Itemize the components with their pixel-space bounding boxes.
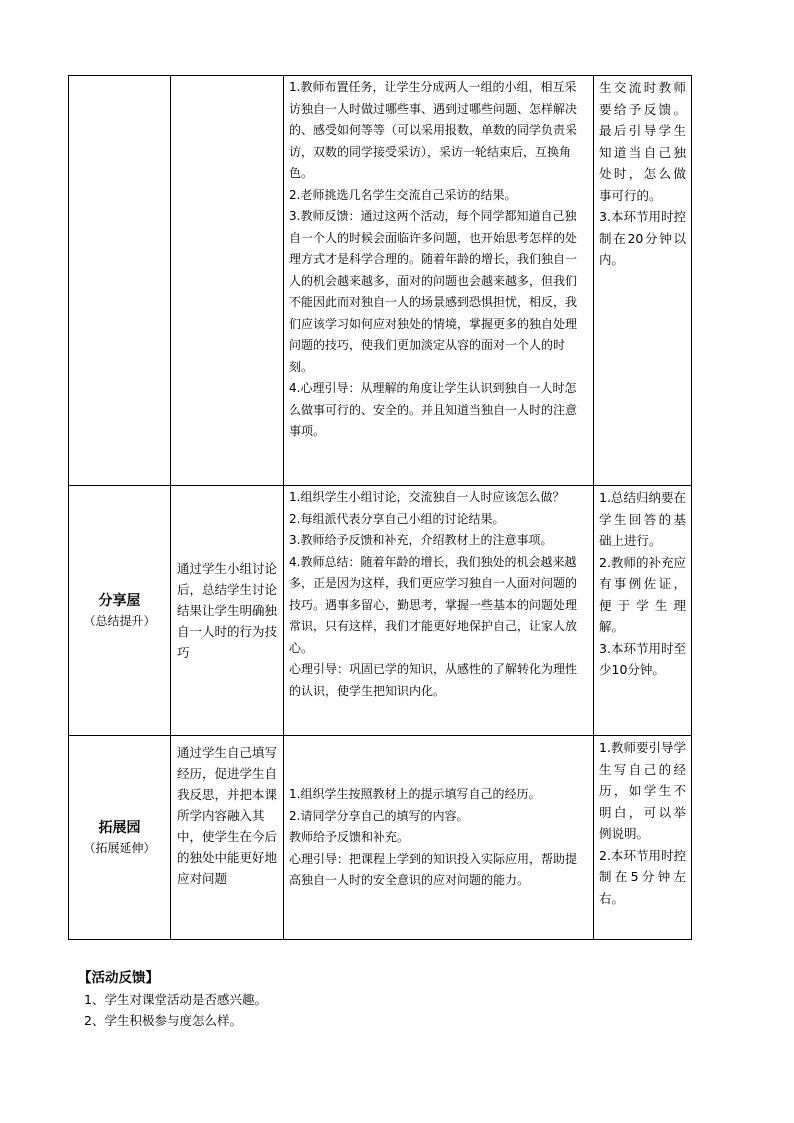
table-row: [69, 736, 692, 940]
process-step: 2.老师挑选几名学生交流自己采访的结果。: [289, 187, 517, 202]
note-item: 2.本环节用时控制在5分钟左右。: [599, 847, 686, 906]
notes-cell: [594, 736, 692, 940]
process-step: 2.请同学分享自己的填写的内容。: [289, 808, 469, 823]
process-step: 教师给予反馈和补充。: [289, 830, 410, 845]
notes-cell: [594, 486, 692, 736]
process-step: 3.教师给予反馈和补充，介绍教材上的注意事项。: [289, 533, 553, 547]
process-step: 心理引导：把课程上学到的知识投入实际应用，帮助提高独自一人时的安全意识的应对问题的能力。: [289, 851, 578, 888]
feedback-item: 2、学生积极参与度怎么样。: [84, 1013, 242, 1028]
process-step: 4.教师总结：随着年龄的增长，我们独处的机会越来越多，正是因为这样，我们更应学习独自一人面对问题的技巧。遇事多留心，勤思考，掌握一些基本的问题处理常识，只有这样，我们才能更好地保护自己，让家人放心。: [289, 554, 578, 655]
process-cell: [284, 736, 594, 940]
process-cell: [284, 76, 594, 486]
table-row: [69, 76, 692, 486]
table-row: [69, 486, 692, 736]
goal-cell: 通过学生小组讨论后，总结学生讨论结果让学生明确独自一人时的行为技巧: [171, 486, 284, 736]
note-item: 生交流时教师要给予反馈。最后引导学生知道当自己独处时，怎么做事可行的。: [599, 80, 686, 203]
note-item: 1.教师要引导学生写自己的经历，如学生不明白，可以举例说明。: [599, 740, 686, 841]
notes-cell: [594, 76, 692, 486]
lesson-plan-table: [68, 75, 692, 940]
stage-name: 分享屋: [98, 592, 141, 609]
note-item: 2.教师的补充应有事例佐证，便于学生理解。: [599, 554, 686, 634]
process-cell: [284, 486, 594, 736]
stage-subtitle: （总结提升）: [83, 613, 156, 628]
stage-cell: [69, 486, 171, 736]
activity-feedback-section: [78, 967, 678, 1031]
stage-subtitle: （拓展延伸）: [83, 840, 156, 855]
process-step: 4.心理引导：从理解的角度让学生认识到独自一人时怎么做事可行的、安全的。并且知道当独自一人时的注意事项。: [289, 381, 578, 438]
feedback-item: 1、学生对课堂活动是否感兴趣。: [84, 992, 267, 1007]
process-step: 3.教师反馈：通过这两个活动，每个同学都知道自己独自一个人的时候会面临许多问题，也开始思考怎样的处理方式才是科学合理的。随着年龄的增长，我们独自一人的机会越来越多，面对的问题也会越来越多，但我们不能因此而对独自一人的场景感到恐惧担忧，相反，我们应该学习如何应对独处的情境，掌握更多的独自处理问题的技巧，使我们更加淡定从容的面对一个人的时刻。: [289, 209, 578, 374]
process-step: 心理引导：巩固已学的知识，从感性的了解转化为理性的认识，使学生把知识内化。: [289, 662, 578, 698]
process-step: 1.组织学生按照教材上的提示填写自己的经历。: [289, 787, 541, 802]
process-step: 1.教师布置任务，让学生分成两人一组的小组，相互采访独自一人时做过哪些事、遇到过哪些问题、怎样解决的、感受如何等等（可以采用报数，单数的同学负责采访，双数的同学接受采访），采访一轮结束后，互换角色。: [289, 80, 578, 180]
note-item: 3.本环节用时至少10分钟。: [599, 640, 686, 677]
goal-cell: [171, 76, 284, 486]
stage-cell: [69, 76, 171, 486]
note-item: 1.总结归纳要在学生回答的基础上进行。: [599, 490, 686, 548]
stage-cell: [69, 736, 171, 940]
stage-name: 拓展园: [98, 819, 141, 836]
note-item: 3.本环节用时控制在20分钟以内。: [599, 209, 686, 267]
process-step: 2.每组派代表分享自己小组的讨论结果。: [289, 511, 505, 526]
feedback-title: 【活动反馈】: [78, 970, 159, 986]
process-step: 1.组织学生小组讨论，交流独自一人时应该怎么做？: [289, 490, 565, 504]
goal-cell: 通过学生自己填写经历，促进学生自我反思，并把本课所学内容融入其中，使学生在今后的独处中能更好地应对问题: [171, 736, 284, 940]
